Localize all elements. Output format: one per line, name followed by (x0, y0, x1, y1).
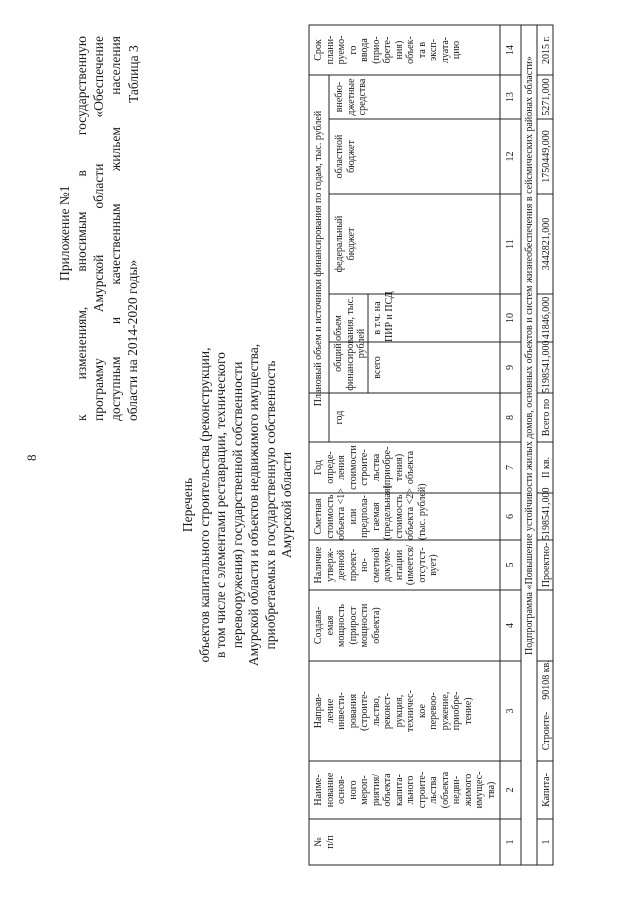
table-cell: 2015 г. (541, 36, 552, 64)
column-number: 12 (505, 151, 516, 162)
column-number: 14 (505, 45, 516, 55)
title-line: в том числе с элементами реставрации, технического (213, 352, 228, 658)
table-cell: Проектно- (541, 542, 552, 588)
table-cell: II кв. (541, 456, 552, 479)
title-line: Амурской области (279, 451, 294, 559)
header-total-volume: общий объем финансирования, тыс. рублей (333, 296, 367, 391)
table-cell: 1 (541, 839, 552, 845)
column-number: 4 (505, 623, 516, 628)
header-design-docs: Наличие утверж- денной проект- но- сметной докуме- нтации (имеется/ отсутст- вует) (313, 544, 439, 586)
column-number: 9 (505, 365, 516, 370)
table-cell: 5271,000 (541, 78, 552, 116)
appendix-line: области на 2014-2020 годы» (125, 259, 140, 421)
page-number: 8 (24, 454, 39, 461)
table-label: Таблица 3 (126, 45, 141, 103)
table-cell: 5198541,000 (541, 487, 552, 540)
header-all: всего (372, 356, 383, 379)
table-cell: Капита- (541, 773, 552, 807)
title-line: объектов капитального строительства (реконструкции, (196, 347, 212, 663)
appendix-line: к изменениям, вносимым в государственную (74, 36, 89, 421)
header-regional: областной бюджет (334, 134, 357, 179)
column-number: 6 (505, 514, 516, 519)
table-cell: 41846,000 (541, 296, 552, 340)
header-name: Наиме- нование основ- ного мероп- риятия/ объекта капита- льного строите- льства (объекта недви- жимого имущес- тва) (313, 771, 497, 809)
header-incl-pir: в т.ч. на ПИР и ПСД (372, 291, 395, 342)
header-no: № п/п (313, 835, 336, 849)
header-direction: Направ- ление инвести- рования (строите- льство, реконст- рукция, техничес- кое перевоо- ружение, приобре- тение) (313, 690, 474, 732)
header-deadline: Срок плани- руемо- го ввода (прио- брете- ния) объек- та в эксп- луата- цию (313, 35, 462, 65)
header-capacity: Создава- емая мощность (прирост мощности объекта) (313, 603, 382, 648)
appendix-line: доступным и качественным жильем населения (108, 36, 123, 421)
column-number: 5 (505, 562, 516, 568)
header-federal: федеральный бюджет (334, 215, 357, 273)
header-extrabudget: внебю- джетные средства (334, 78, 368, 116)
header-plan-group: Плановый объем и источники финансирования по годам, тыс. рублей (313, 110, 324, 407)
table-cell: 1750449,000 (541, 130, 552, 183)
header-year-cost: Год опреде- ления стоимости строите- льства (приобре- тения) объекта (313, 445, 416, 490)
table-cell: Всего по (541, 398, 552, 437)
column-number: 10 (505, 313, 516, 323)
column-number: 11 (505, 239, 516, 249)
subprogram-title: Подпрограмма «Повышение устойчивости жилых домов, основных объектов и систем жизнеобеспечения в сейсмических районах области» (524, 56, 535, 655)
title-line: Амурской области и объектов недвижимого имущества, (246, 343, 261, 667)
appendix-line: программу Амурской области «Обеспечение (91, 36, 106, 421)
column-number: 8 (505, 415, 516, 420)
appendix-title: Приложение №1 (57, 185, 72, 281)
table-cell: Строите- (541, 711, 552, 751)
title-line: Перечень (180, 477, 195, 533)
column-number: 1 (505, 839, 516, 845)
table-cell: 3442821,000 (541, 217, 552, 271)
title-line: перевооружения) государственной собственности (229, 361, 245, 649)
column-number: 2 (505, 787, 516, 793)
title-line: приобретаемых в государственную собственность (262, 360, 278, 650)
column-number: 3 (505, 708, 516, 714)
table-cell: 5198541,000 (541, 340, 552, 393)
column-number: 13 (505, 92, 516, 102)
header-cost: Сметная стоимость объекта <1> или предпола- гаемая (предельная) стоимость объекта <2> (тыс. рублей) (313, 483, 428, 540)
header-year: год (334, 410, 345, 425)
table-cell: 90108 кв. (541, 660, 552, 700)
column-number: 7 (505, 465, 516, 470)
